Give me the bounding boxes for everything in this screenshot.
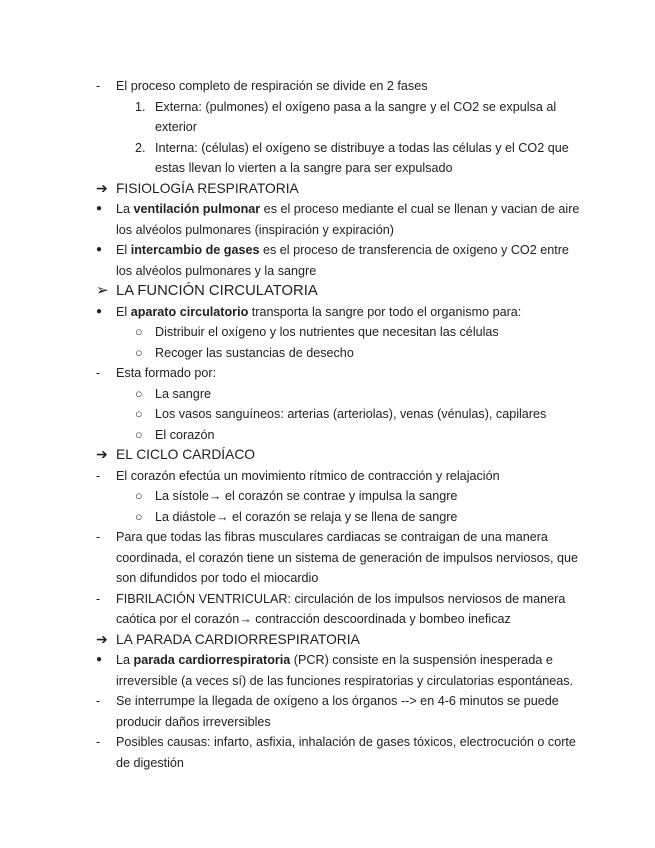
line-text xyxy=(116,302,521,323)
bullet-marker: ● xyxy=(96,203,103,214)
dash-item xyxy=(0,527,655,548)
line-text: estas llevan lo vierten a la sangre para ser expulsado xyxy=(155,161,453,175)
section-heading xyxy=(0,630,655,651)
continuation-line xyxy=(0,548,655,569)
line-text: LA PARADA CARDIORRESPIRATORIA xyxy=(116,631,360,647)
continuation-line xyxy=(0,712,655,733)
line-text: producir daños irreversibles xyxy=(116,714,271,729)
dash-marker: - xyxy=(96,530,101,544)
dash-item xyxy=(0,691,655,712)
bullet-marker: ● xyxy=(96,305,103,317)
bold-term: aparato circulatorio xyxy=(130,304,249,319)
arrow-icon: ➔ xyxy=(96,447,108,462)
bullet-item xyxy=(0,650,655,671)
dash-marker: - xyxy=(96,79,101,93)
arrow-icon: ➔ xyxy=(96,631,108,647)
text-post: (PCR) consiste en la suspensión inesperada e xyxy=(290,653,553,667)
text-pre: La xyxy=(116,653,134,667)
circle-bullet-marker: ○ xyxy=(135,325,143,339)
text-pre: La xyxy=(116,202,134,216)
line-text: Distribuir el oxígeno y los nutrientes que necesitan las células xyxy=(155,325,499,339)
continuation-line xyxy=(0,117,655,138)
sub-bullet-item xyxy=(0,425,655,446)
line-text: irreversible (a veces sí) de las funciones respiratorias y circulatorias espontáneas. xyxy=(116,673,574,688)
line-text xyxy=(116,650,553,671)
number-marker: 1. xyxy=(135,99,146,114)
line-text: Externa: (pulmones) el oxígeno pasa a la sangre y el CO2 se expulsa al xyxy=(155,99,557,114)
line-text: FISIOLOGÍA RESPIRATORIA xyxy=(116,180,299,196)
numbered-item xyxy=(0,97,655,118)
bullet-item xyxy=(0,199,655,220)
line-text xyxy=(116,199,579,220)
line-text: EL CICLO CARDÍACO xyxy=(116,447,256,462)
line-text: los alvéolos pulmonares y la sangre xyxy=(116,263,317,278)
section-heading xyxy=(0,179,655,200)
bold-term: parada cardiorrespiratoria xyxy=(133,653,291,667)
sub-bullet-item xyxy=(0,343,655,364)
line-text xyxy=(116,240,569,261)
line-text: Se interrumpe la llegada de oxígeno a los órganos --> en 4-6 minutos se puede xyxy=(116,694,559,708)
continuation-line xyxy=(0,609,655,630)
text-post: es el proceso de transferencia de oxígeno y CO2 entre xyxy=(259,243,569,257)
circle-bullet-marker: ○ xyxy=(135,386,143,401)
dash-marker: - xyxy=(96,735,101,749)
dash-item xyxy=(0,589,655,610)
bold-term: intercambio de gases xyxy=(130,243,260,257)
continuation-line xyxy=(0,671,655,692)
circle-bullet-marker: ○ xyxy=(135,427,143,442)
bullet-item xyxy=(0,302,655,323)
continuation-line xyxy=(0,568,655,589)
dash-item xyxy=(0,363,655,384)
sub-bullet-item xyxy=(0,322,655,343)
circle-bullet-marker: ○ xyxy=(135,489,143,503)
line-text: Esta formado por: xyxy=(116,366,217,380)
bold-term: ventilación pulmonar xyxy=(133,202,261,216)
dash-marker: - xyxy=(96,694,101,708)
continuation-line xyxy=(0,220,655,241)
line-text: El proceso completo de respiración se divide en 2 fases xyxy=(116,79,428,93)
circle-bullet-marker: ○ xyxy=(135,509,143,524)
number-marker: 2. xyxy=(135,140,146,155)
line-text: de digestión xyxy=(116,755,184,770)
sub-bullet-item xyxy=(0,384,655,405)
dash-marker: - xyxy=(96,591,101,606)
line-text: son difundidos por todo el miocardio xyxy=(116,571,319,585)
text-post: transporta la sangre por todo el organismo para: xyxy=(248,304,522,319)
line-text: Interna: (células) el oxígeno se distribuye a todas las células y el CO2 que xyxy=(155,140,569,155)
bullet-marker: ● xyxy=(96,244,103,255)
bullet-marker: ● xyxy=(96,654,103,665)
dash-item xyxy=(0,76,655,97)
continuation-line xyxy=(0,753,655,774)
section-heading xyxy=(0,445,655,466)
circle-bullet-marker: ○ xyxy=(135,345,143,360)
line-text: caótica por el corazón→ contracción descoordinada y bombeo ineficaz xyxy=(116,612,511,626)
line-text: exterior xyxy=(155,120,197,134)
line-text: El corazón xyxy=(155,427,215,442)
document-page xyxy=(0,76,655,773)
dash-marker: - xyxy=(96,366,101,380)
line-text: FIBRILACIÓN VENTRICULAR: circulación de los impulsos nerviosos de manera xyxy=(116,591,566,606)
line-text: LA FUNCIÓN CIRCULATORIA xyxy=(116,283,318,299)
line-text: El corazón efectúa un movimiento rítmico de contracción y relajación xyxy=(116,468,500,483)
dash-marker: - xyxy=(96,468,101,483)
sub-bullet-item xyxy=(0,486,655,507)
line-text: La sístole→ el corazón se contrae y impulsa la sangre xyxy=(155,489,458,503)
arrow-icon: ➔ xyxy=(96,180,108,196)
section-heading xyxy=(0,281,655,302)
bullet-item xyxy=(0,240,655,261)
line-text: La diástole→ el corazón se relaja y se llena de sangre xyxy=(155,509,458,524)
sub-bullet-item xyxy=(0,404,655,425)
line-text: Posibles causas: infarto, asfixia, inhalación de gases tóxicos, electrocución o corte xyxy=(116,735,576,749)
text-pre: El xyxy=(116,243,131,257)
circle-bullet-marker: ○ xyxy=(135,407,143,421)
numbered-item xyxy=(0,138,655,159)
dash-item xyxy=(0,732,655,753)
text-post: es el proceso mediante el cual se llenan y vacian de aire xyxy=(260,202,580,216)
dash-item xyxy=(0,466,655,487)
line-text: coordinada, el corazón tiene un sistema de generación de impulsos nerviosos, que xyxy=(116,550,579,565)
triangle-arrow-icon: ➢ xyxy=(96,283,109,299)
line-text: Los vasos sanguíneos: arterias (arteriolas), venas (vénulas), capilares xyxy=(155,407,547,421)
line-text: los alvéolos pulmonares (inspiración y expiración) xyxy=(116,222,394,237)
line-text: Recoger las sustancias de desecho xyxy=(155,345,354,360)
continuation-line xyxy=(0,261,655,282)
continuation-line xyxy=(0,158,655,179)
line-text: Para que todas las fibras musculares cardiacas se contraigan de una manera xyxy=(116,530,548,544)
sub-bullet-item xyxy=(0,507,655,528)
line-text: La sangre xyxy=(155,386,212,401)
text-pre: El xyxy=(116,304,131,319)
